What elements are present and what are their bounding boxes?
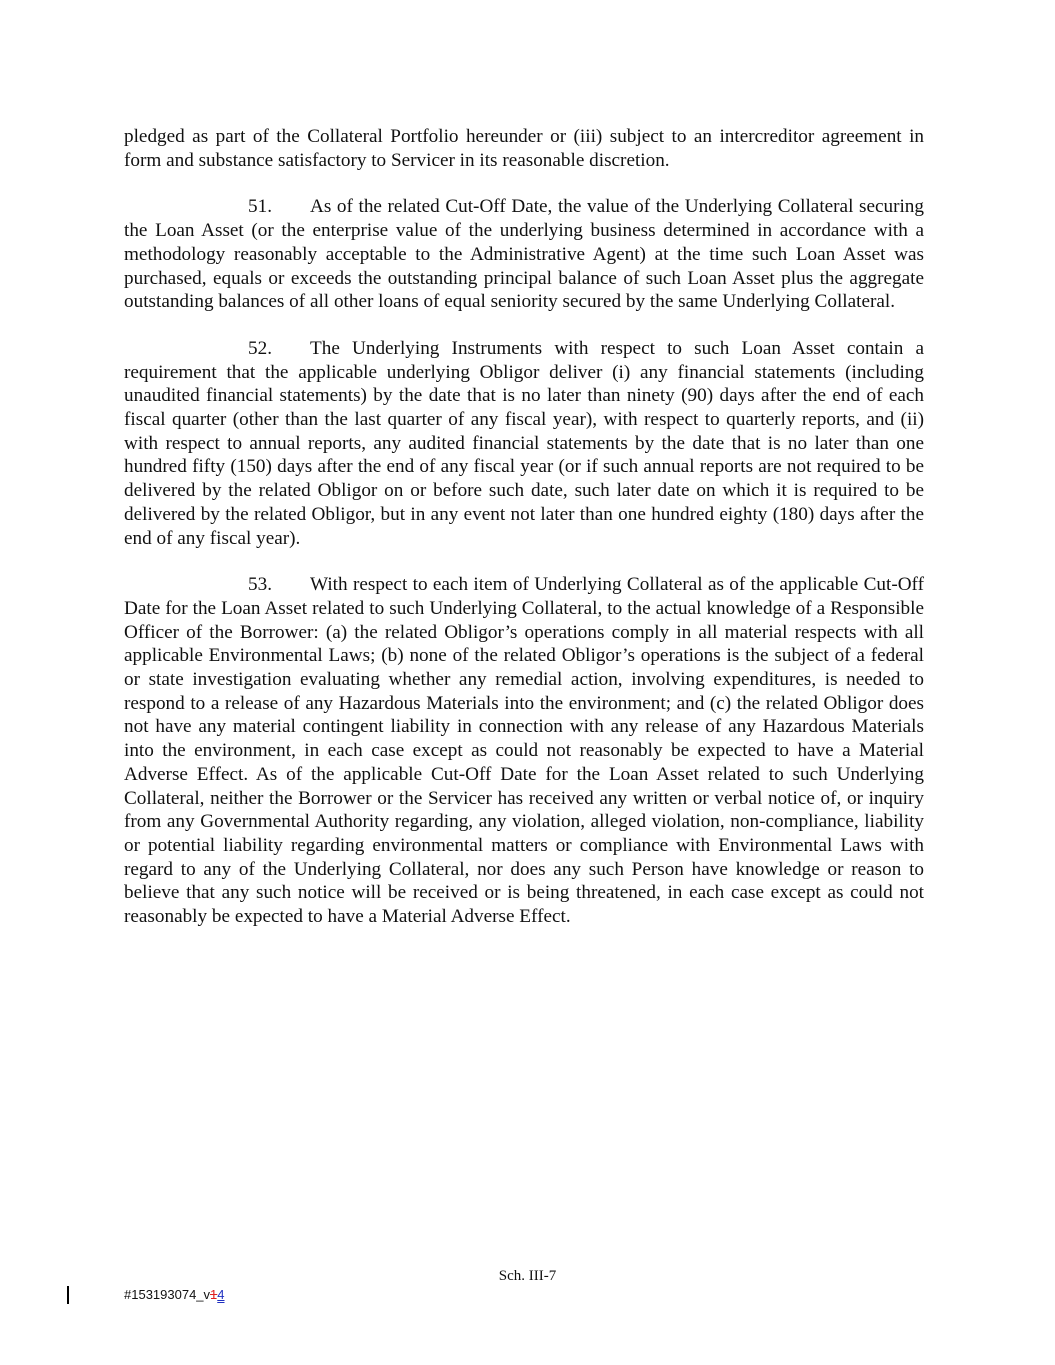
change-bar-marker — [67, 1286, 69, 1304]
document-page — [124, 125, 924, 952]
paragraph-number: 52. — [248, 337, 272, 359]
version-deleted: 1 — [210, 1287, 218, 1302]
paragraph-text: With respect to each item of Underlying Collateral as of the applicable Cut-Off Date for the Loan Asset related to such Underlying Collateral, to the actual knowledge of a Responsible Officer of the Borrower: (a) the related Obligor’s operations comply in all material respects with all applicable Environmental Laws; (b) none of the related Obligor’s operations is the subject of a federal or state investigation evaluating whether any remedial action, involving expenditures, is needed to respond to a release of any Hazardous Materials into the environment; and (c) the related Obligor does not have any material contingent liability in connection with any release of any Hazardous Materials into the environment, in each case except as could not reasonably be expected to have a Material Adverse Effect. As of the applicable Cut-Off Date for the Loan Asset related to such Underlying Collateral, neither the Borrower or the Servicer has received any written or verbal notice of, or inquiry from any Governmental Authority regarding, any violation, alleged violation, non-compliance, liability or potential liability regarding environmental matters or compliance with Environmental Laws with regard to any of the Underlying Collateral, nor does any such Person have knowledge or reason to believe that any such notice will be received or is being threatened, in each case except as could not reasonably be expected to have a Material Adverse Effect. — [124, 574, 924, 928]
paragraph-number: 53. — [248, 574, 272, 596]
page-number-footer — [0, 1268, 1055, 1285]
paragraph-51 — [124, 195, 924, 314]
paragraph-number: 51. — [248, 196, 272, 218]
doc-id-prefix: #153193074_v — [124, 1287, 211, 1302]
continuation-paragraph: pledged as part of the Collateral Portfolio hereunder or (iii) subject to an intercreditor agreement in form and substance satisfactory to Servicer in its reasonable discretion. — [124, 126, 924, 171]
paragraph-52 — [124, 337, 924, 550]
paragraph-text: As of the related Cut-Off Date, the value of the Underlying Collateral securing the Loan Asset (or the enterprise value of the underlying business determined in accordance with a methodology reasonably acceptable to the Administrative Agent) at the time such Loan Asset was purchased, equals or exceeds the outstanding principal balance of such Loan Asset plus the aggregate outstanding balances of all other loans of equal seniority secured by the same Underlying Collateral. — [124, 196, 924, 313]
version-inserted: 4 — [217, 1287, 225, 1302]
paragraph-53 — [124, 573, 924, 929]
document-id — [124, 1287, 225, 1302]
page-label: Sch. III-7 — [498, 1268, 557, 1284]
paragraph-text: The Underlying Instruments with respect to such Loan Asset contain a requirement that the applicable underlying Obligor deliver (i) any financial statements (including unaudited financial statements) by the date that is no later than ninety (90) days after the end of each fiscal quarter (other than the last quarter of any fiscal year), with respect to quarterly reports, and (ii) with respect to annual reports, any audited financial statements by the date that is no later than one hundred fifty (150) days after the end of any fiscal year (or if such annual reports are not required to be delivered by the related Obligor on or before such date, such later date on which it is required to be delivered by the related Obligor, but in any event not later than one hundred eighty (180) days after the end of any fiscal year). — [124, 337, 924, 549]
